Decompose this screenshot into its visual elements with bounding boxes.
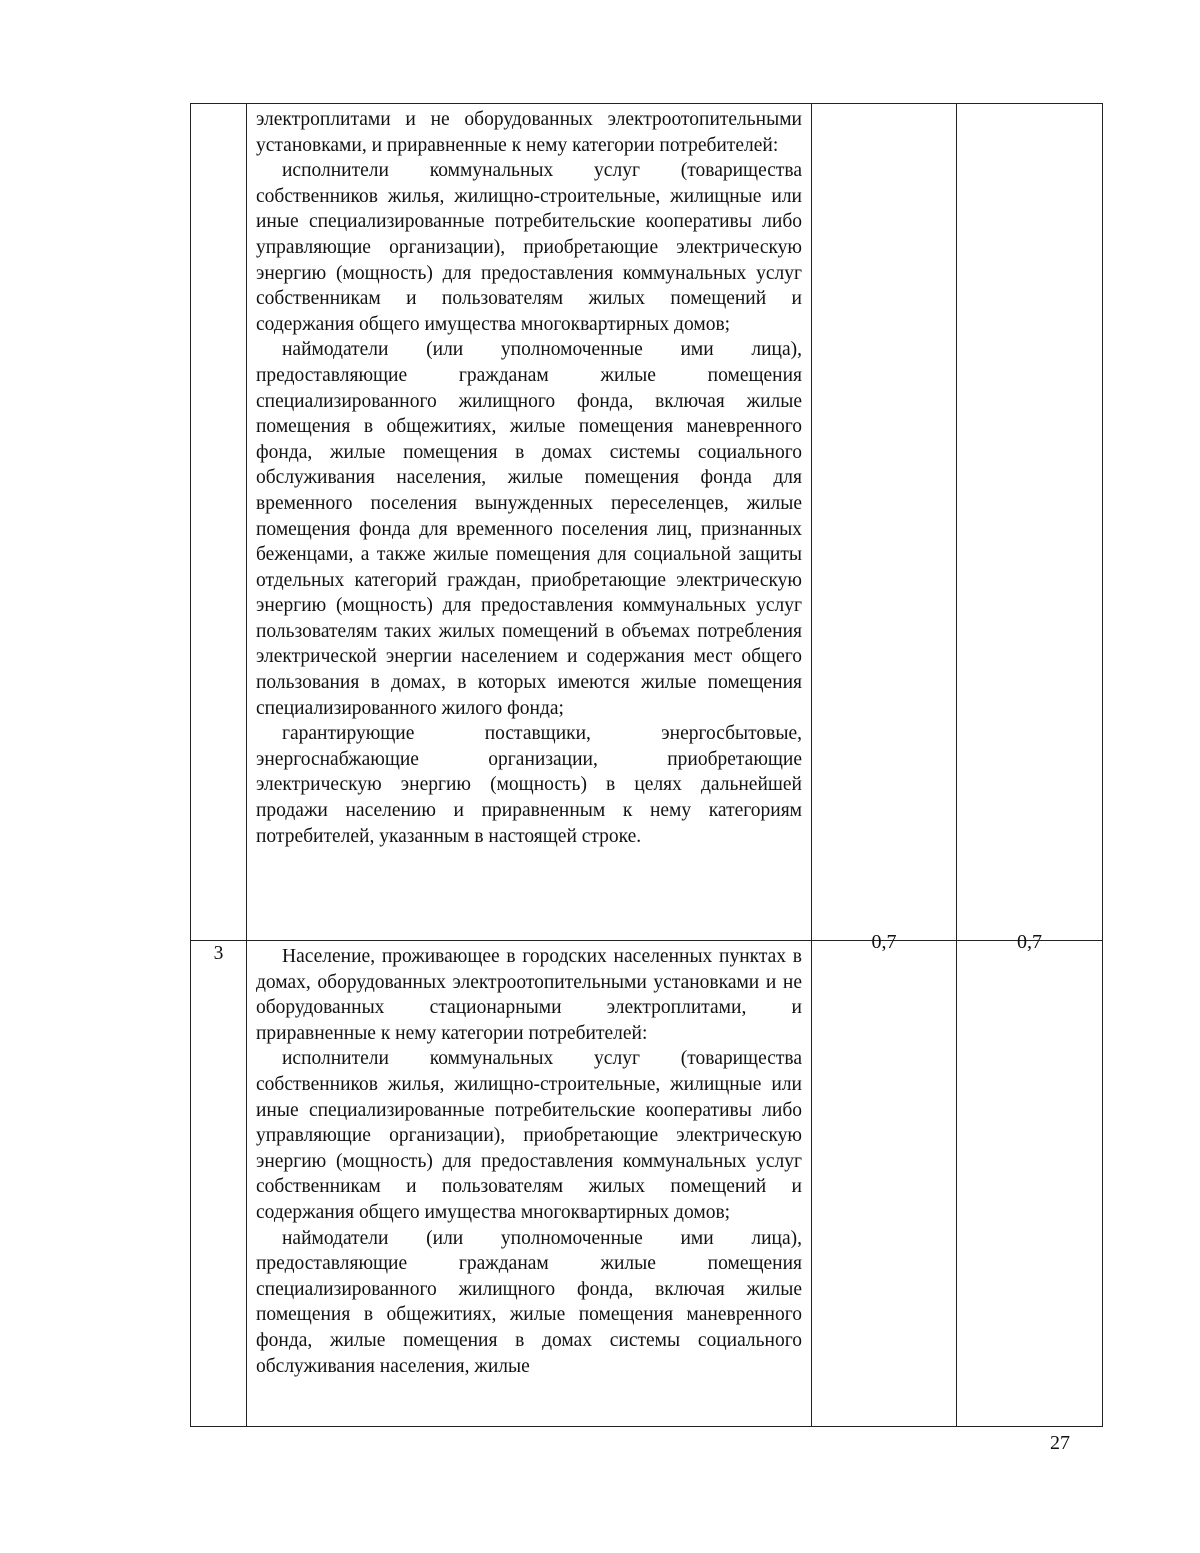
row-value-1: 0,7 [812, 941, 957, 1427]
row-description [247, 104, 812, 941]
paragraph: наймодатели (или уполномоченные ими лица), предоставляющие гражданам жилые помещения специализированного жилищного фонда, включая жилые помещения в общежитиях, жилые помещения маневренного фонда, жилые помещения в домах системы социального обслуживания населения, жилые [256, 1227, 802, 1377]
tariff-table [190, 103, 1103, 1427]
row-number: 3 [191, 941, 247, 1427]
row-description [247, 941, 812, 1427]
page-number: 27 [1050, 1432, 1070, 1454]
paragraph: Население, проживающее в городских населенных пунктах в домах, оборудованных электроотопительными установками и не оборудованных стационарными электроплитами, и приравненные к нему категории потребителей: [256, 946, 802, 1044]
paragraph: исполнители коммунальных услуг (товарищества собственников жилья, жилищно-строительные, жилищные или иные специализированные потребительские кооперативы либо управляющие организации), приобретающие электрическую энергию (мощность) для предоставления коммунальных услуг собственникам и пользователям жилых помещений и содержания общего имущества многоквартирных домов; [256, 160, 802, 335]
row-value-2 [957, 104, 1103, 941]
paragraph: электроплитами и не оборудованных электроотопительными установками, и приравненные к нему категории потребителей: [256, 109, 802, 156]
row-value-1 [812, 104, 957, 941]
paragraph: гарантирующие поставщики, энергосбытовые, энергоснабжающие организации, приобретающие электрическую энергию (мощность) в целях дальнейшей продажи населению и приравненным к нему категориям потребителей, указанным в настоящей строке. [256, 723, 802, 847]
paragraph: наймодатели (или уполномоченные ими лица), предоставляющие гражданам жилые помещения специализированного жилищного фонда, включая жилые помещения в общежитиях, жилые помещения маневренного фонда, жилые помещения в домах системы социального обслуживания населения, жилые помещения фонда для временного поселения вынужденных переселенцев, жилые помещения фонда для временного поселения лиц, признанных беженцами, а также жилые помещения для социальной защиты отдельных категорий граждан, приобретающие электрическую энергию (мощность) для предоставления коммунальных услуг пользователям таких жилых помещений в объемах потребления электрической энергии населением и содержания мест общего пользования в домах, в которых имеются жилые помещения специализированного жилого фонда; [256, 339, 802, 719]
table-row [191, 104, 1103, 941]
paragraph: исполнители коммунальных услуг (товарищества собственников жилья, жилищно-строительные, жилищные или иные специализированные потребительские кооперативы либо управляющие организации), приобретающие электрическую энергию (мощность) для предоставления коммунальных услуг собственникам и пользователям жилых помещений и содержания общего имущества многоквартирных домов; [256, 1048, 802, 1223]
row-number [191, 104, 247, 941]
row-value-2: 0,7 [957, 941, 1103, 1427]
table-row [191, 941, 1103, 1427]
